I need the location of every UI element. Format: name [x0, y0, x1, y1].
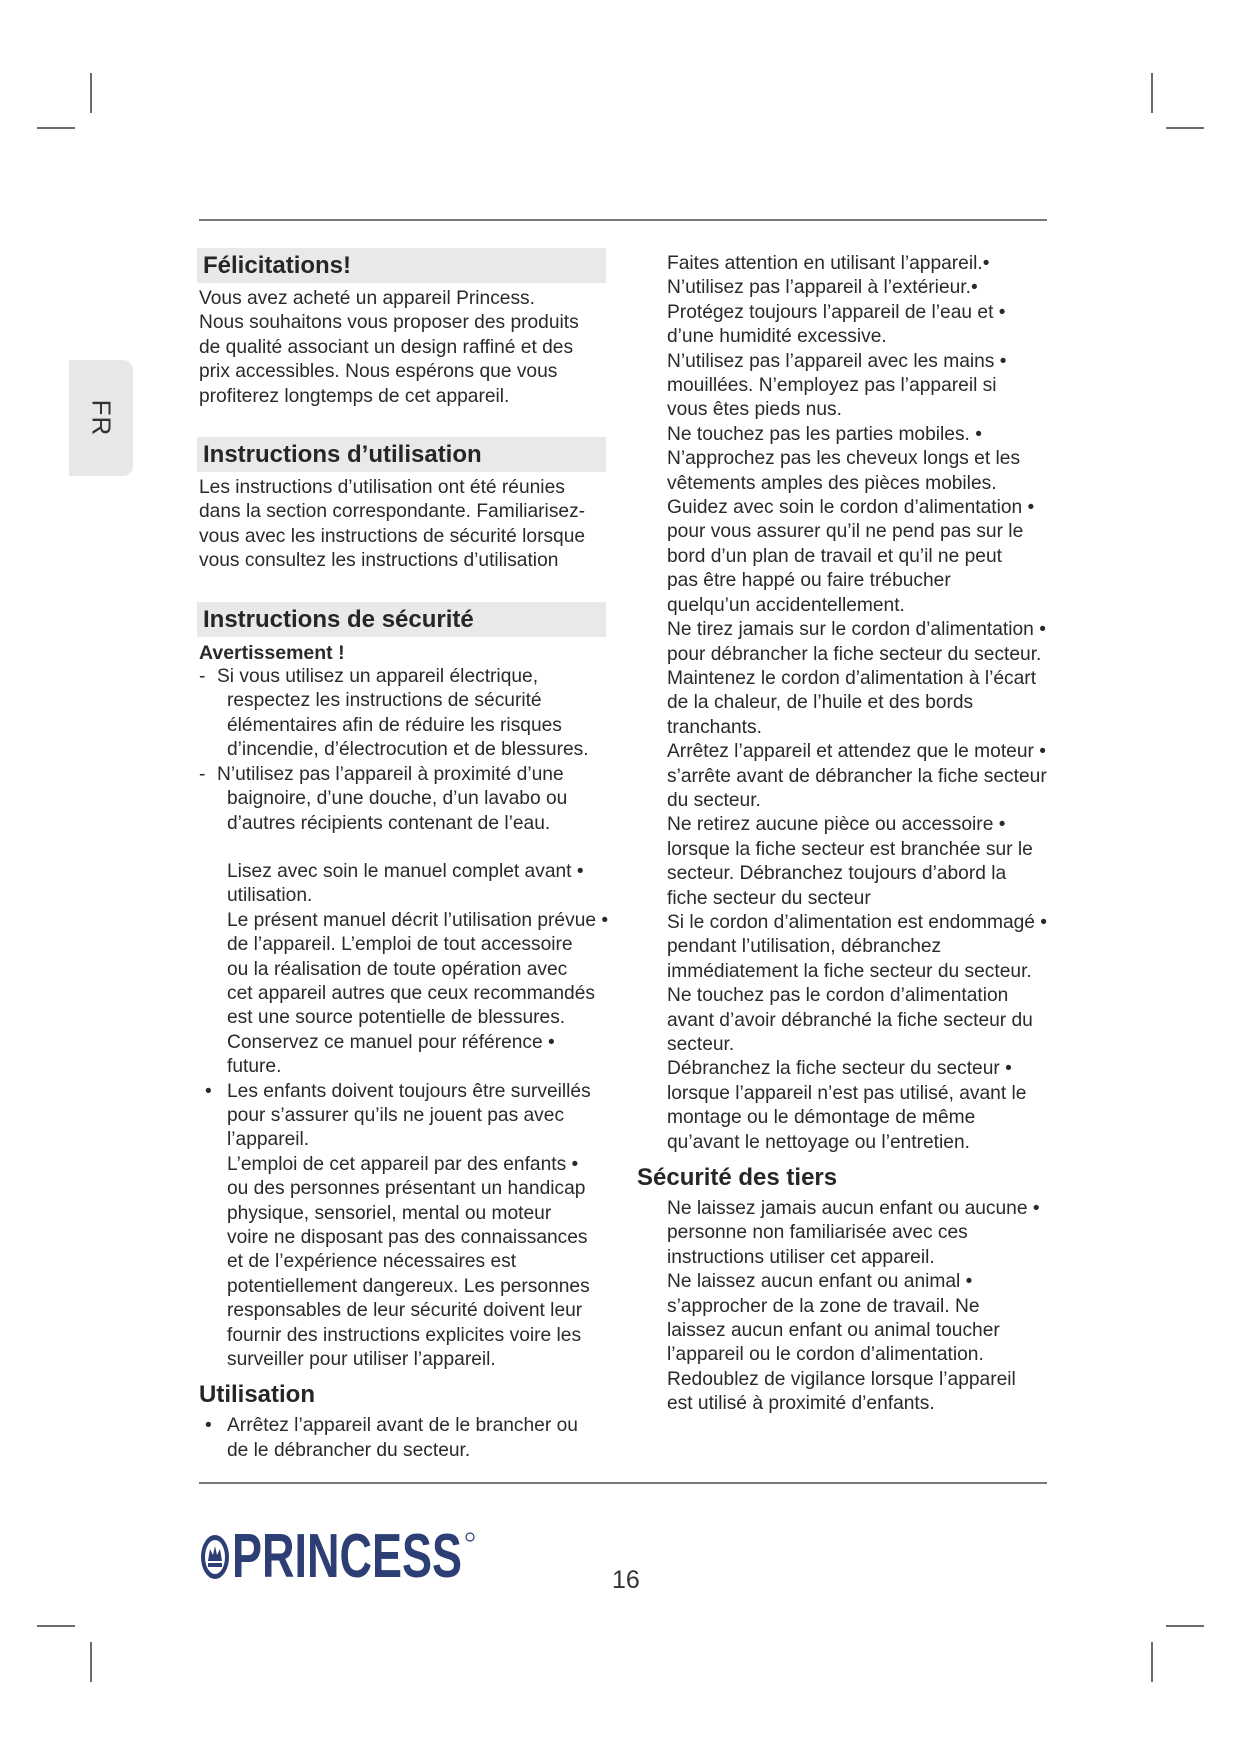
text-line: l’appareil.	[227, 1129, 310, 1151]
text-line: prix accessibles. Nous espérons que vous	[199, 361, 558, 383]
text-line: laissez aucun enfant ou animal toucher	[667, 1320, 1000, 1342]
paragraph	[199, 287, 619, 409]
text-line: Les instructions d’utilisation ont été réunies	[199, 477, 565, 499]
text-line: qu’avant le nettoyage ou l’entretien.	[667, 1131, 970, 1153]
text-line: pendant l’utilisation, débranchez	[667, 936, 942, 958]
text-line: bord d’un plan de travail et qu’il ne peut	[667, 545, 1002, 567]
text-line: est une source potentielle de blessures.	[227, 1007, 566, 1029]
text-line: dans la section correspondante. Familiarisez-	[199, 501, 586, 523]
text-line: profiterez longtemps de cet appareil.	[199, 385, 510, 407]
crop-mark	[37, 127, 75, 129]
text-line: Si le cordon d’alimentation est endommagé •	[667, 911, 1048, 933]
text-line: Le présent manuel décrit l’utilisation prévue •	[227, 909, 609, 931]
section-securite	[199, 602, 619, 1373]
text-line: surveiller pour utiliser l’appareil.	[227, 1349, 496, 1371]
text-line: Faites attention en utilisant l’appareil.•	[667, 253, 990, 274]
text-line: Vous avez acheté un appareil Princess.	[199, 288, 535, 309]
text-line: tranchants.	[667, 716, 762, 738]
safety-block	[199, 1153, 619, 1373]
text-line: Arrêtez l’appareil avant de le brancher ou	[227, 1415, 578, 1437]
text-line: mouillées. N’employez pas l’appareil si	[667, 375, 997, 397]
text-line: utilisation.	[227, 885, 313, 907]
text-line: cet appareil autres que ceux recommandés	[227, 982, 595, 1004]
text-line: respectez les instructions de sécurité	[227, 690, 542, 712]
text-line: pour débrancher la fiche secteur du secteur.	[667, 643, 1042, 665]
text-line: N’utilisez pas l’appareil avec les mains •	[667, 350, 1007, 372]
third-party-list	[667, 1197, 1087, 1417]
text-line: Nous souhaitons vous proposer des produits	[199, 312, 579, 334]
text-line: d’incendie, d’électrocution et de blessures.	[227, 739, 589, 761]
crop-mark	[1151, 73, 1153, 113]
section-heading: Instructions d’utilisation	[197, 437, 606, 472]
crop-mark	[90, 73, 92, 113]
text-line: Ne touchez pas le cordon d’alimentation	[667, 985, 1009, 1007]
crown-emblem-icon	[201, 1535, 229, 1579]
top-rule	[199, 219, 1047, 221]
safety-list	[667, 252, 1087, 1155]
text-line: pour vous assurer qu’il ne pend pas sur le	[667, 521, 1024, 543]
brand-wordmark: PRINCESS	[232, 1522, 462, 1591]
text-line: s’arrête avant de débrancher la fiche secteur	[667, 765, 1047, 787]
text-line: Ne laissez aucun enfant ou animal •	[667, 1271, 973, 1293]
text-line: pour s’assurer qu’ils ne jouent pas avec	[227, 1104, 565, 1126]
text-line: instructions utiliser cet appareil.	[667, 1246, 935, 1268]
text-line: ou la réalisation de toute opération avec	[227, 958, 568, 980]
bullet-marker: •	[205, 1080, 212, 1102]
text-line: secteur.	[667, 1034, 735, 1055]
dash-marker: -	[199, 666, 206, 688]
text-line: quelqu’un accidentellement.	[667, 594, 905, 616]
crop-mark	[1166, 1625, 1204, 1627]
text-line: Ne touchez pas les parties mobiles. •	[667, 423, 982, 445]
page-number: 16	[612, 1566, 640, 1594]
text-line: Redoublez de vigilance lorsque l’appareil	[667, 1368, 1016, 1390]
section-felicitations	[199, 248, 619, 409]
text-line: de l’appareil. L’emploi de tout accessoire	[227, 934, 573, 956]
text-line: immédiatement la fiche secteur du secteur.	[667, 960, 1032, 982]
text-line: N’utilisez pas l’appareil à proximité d’une	[217, 763, 564, 785]
text-line: d’une humidité excessive.	[667, 326, 887, 348]
dash-item	[199, 665, 619, 763]
bullet-item	[199, 1414, 619, 1463]
text-line: Conservez ce manuel pour référence •	[227, 1031, 555, 1053]
section-heading: Instructions de sécurité	[197, 602, 606, 637]
text-line: Guidez avec soin le cordon d’alimentation •	[667, 497, 1035, 519]
text-line: est utilisé à proximité d’enfants.	[667, 1393, 935, 1415]
text-line: vous consultez les instructions d’utilisation	[199, 550, 559, 572]
text-line: vous avec les instructions de sécurité lorsque	[199, 525, 586, 547]
text-line: baignoire, d’une douche, d’un lavabo ou	[227, 788, 568, 810]
text-line: lorsque la fiche secteur est branchée sur le	[667, 838, 1033, 860]
text-line: Si vous utilisez un appareil électrique,	[217, 666, 539, 688]
text-line: L’emploi de cet appareil par des enfants •	[227, 1153, 579, 1175]
text-line: ou des personnes présentant un handicap	[227, 1178, 586, 1200]
text-line: élémentaires afin de réduire les risques	[227, 714, 562, 736]
text-line: d’autres récipients contenant de l’eau.	[227, 812, 551, 834]
safety-block	[199, 860, 619, 1080]
text-line: de le débrancher du secteur.	[227, 1439, 471, 1461]
text-line: voire ne disposant pas des connaissances	[227, 1227, 588, 1248]
text-line: Ne retirez aucune pièce ou accessoire •	[667, 814, 1006, 836]
crop-mark	[90, 1642, 92, 1682]
crop-mark	[37, 1625, 75, 1627]
text-line: physique, sensoriel, mental ou moteur	[227, 1202, 552, 1224]
crop-mark	[1151, 1642, 1153, 1682]
text-line: fournir des instructions explicites voire les	[227, 1324, 582, 1346]
text-line: de qualité associant un design raffiné et des	[199, 336, 574, 358]
dash-marker: -	[199, 763, 206, 785]
bullet-marker: •	[205, 1415, 212, 1437]
section-heading: Utilisation	[199, 1381, 316, 1409]
section-heading: Félicitations!	[197, 248, 606, 283]
warning-label: Avertissement !	[199, 641, 345, 664]
text-line: l’appareil ou le cordon d’alimentation.	[667, 1344, 984, 1366]
text-line: avant d’avoir débranché la fiche secteur du	[667, 1009, 1033, 1031]
right-column	[637, 252, 1087, 1417]
left-column	[199, 248, 619, 1463]
text-line: potentiellement dangereux. Les personnes	[227, 1275, 590, 1297]
text-line: pas être happé ou faire trébucher	[667, 570, 951, 592]
text-line: fiche secteur du secteur	[667, 887, 871, 909]
dash-item	[199, 763, 619, 836]
text-line: vêtements amples des pièces mobiles.	[667, 472, 997, 494]
text-line: personne non familiarisée avec ces	[667, 1222, 968, 1244]
crop-mark	[1166, 127, 1204, 129]
text-line: N’approchez pas les cheveux longs et les	[667, 448, 1021, 470]
bottom-rule	[199, 1482, 1047, 1484]
text-line: du secteur.	[667, 789, 761, 811]
text-line: Débranchez la fiche secteur du secteur •	[667, 1058, 1012, 1080]
text-line: montage ou le démontage de même	[667, 1107, 976, 1129]
text-line: vous êtes pieds nus.	[667, 399, 842, 421]
text-line: Ne tirez jamais sur le cordon d’alimentation •	[667, 619, 1046, 641]
language-tab	[69, 360, 133, 476]
text-line: lorsque l’appareil n’est pas utilisé, avant le	[667, 1082, 1027, 1104]
section-heading: Sécurité des tiers	[637, 1164, 838, 1192]
section-instructions-utilisation	[199, 437, 619, 574]
princess-logo	[198, 1515, 478, 1593]
language-label: FR	[86, 399, 117, 437]
text-line: Protégez toujours l’appareil de l’eau et •	[667, 301, 1006, 323]
text-line: Maintenez le cordon d’alimentation à l’écart	[667, 667, 1037, 689]
text-line: Arrêtez l’appareil et attendez que le moteur •	[667, 741, 1046, 763]
text-line: future.	[227, 1056, 282, 1078]
text-line: et de l’expérience nécessaires est	[227, 1251, 517, 1273]
text-line: N’utilisez pas l’appareil à l’extérieur.•	[667, 277, 978, 299]
text-line: Lisez avec soin le manuel complet avant •	[227, 860, 584, 882]
text-line: de la chaleur, de l’huile et des bords	[667, 692, 974, 714]
paragraph	[199, 476, 619, 574]
text-line: s’approcher de la zone de travail. Ne	[667, 1295, 980, 1317]
text-line: secteur. Débranchez toujours d’abord la	[667, 863, 1007, 885]
section-utilisation	[199, 1380, 619, 1463]
text-line: responsables de leur sécurité doivent leur	[227, 1300, 583, 1322]
bullet-item	[199, 1080, 619, 1153]
text-line: Ne laissez jamais aucun enfant ou aucune •	[667, 1198, 1040, 1220]
text-line: Les enfants doivent toujours être surveillés	[227, 1080, 591, 1102]
